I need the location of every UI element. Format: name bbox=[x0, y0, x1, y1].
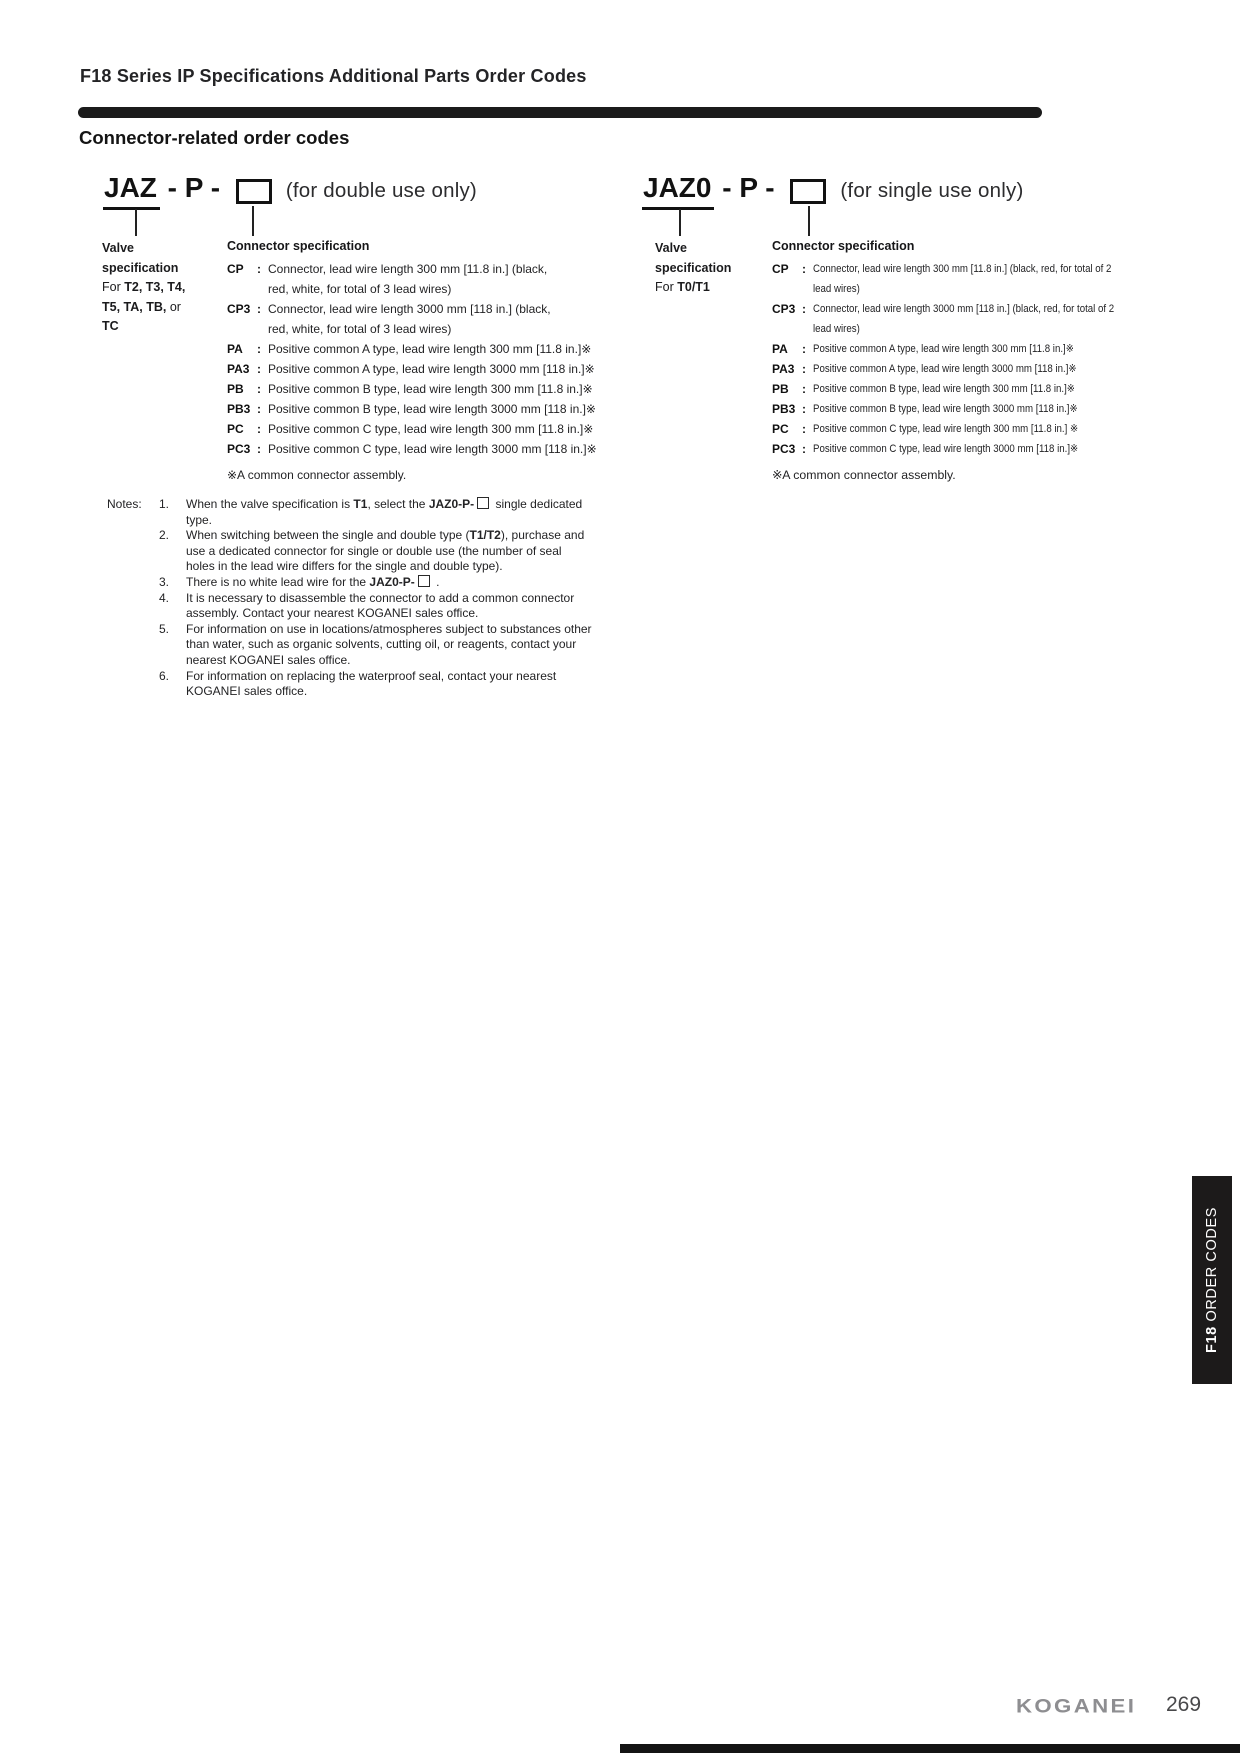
spec-colon: : bbox=[257, 442, 261, 456]
spec-item bbox=[772, 359, 1155, 379]
side-tab-label-rest: ORDER CODES bbox=[1204, 1207, 1220, 1327]
spec-item bbox=[772, 439, 1155, 459]
spec-colon: : bbox=[257, 382, 261, 396]
order-code-prefix: JAZ bbox=[103, 170, 160, 210]
side-tab-label bbox=[1204, 1207, 1220, 1353]
note-text: When switching between the single and double type (T1/T2), purchase and use a dedicated connector for single or double use (the number of seal holes in the lead wire differs for the single and double type). bbox=[186, 528, 585, 574]
note-item bbox=[159, 622, 599, 669]
spec-colon: : bbox=[802, 342, 806, 356]
order-code-usage-note: (for single use only) bbox=[840, 179, 1024, 202]
note-text: For information on replacing the waterproof seal, contact your nearest KOGANEI sales office. bbox=[186, 668, 557, 699]
spec-colon: : bbox=[802, 422, 806, 436]
spec-code: CP3 bbox=[772, 302, 796, 316]
connector-spec-list bbox=[227, 259, 597, 485]
spec-desc: Positive common A type, lead wire length 300 mm [11.8 in.]※ bbox=[813, 343, 1074, 355]
note-number: 4. bbox=[159, 590, 170, 605]
note-text: There is no white lead wire for the JAZ0-P- . bbox=[186, 574, 440, 589]
order-code-separator: - P - bbox=[714, 172, 783, 203]
spec-code: PA bbox=[772, 342, 788, 356]
note-item bbox=[159, 528, 599, 575]
spec-item bbox=[227, 439, 597, 459]
valve-spec-for: For T0/T1 bbox=[655, 280, 710, 294]
note-number: 2. bbox=[159, 528, 170, 543]
connector-spec-heading: Connector specification bbox=[227, 239, 370, 253]
spec-item bbox=[772, 339, 1155, 359]
valve-spec-heading-line2: specification bbox=[102, 260, 179, 275]
spec-colon: : bbox=[257, 262, 261, 276]
spec-desc: Positive common B type, lead wire length 3000 mm [118 in.]※ bbox=[268, 402, 596, 416]
note-text: For information on use in locations/atmospheres subject to substances other than water, such as organic solvents, cutting oil, or reagents, contact your nearest KOGANEI sales office. bbox=[186, 621, 592, 667]
spec-item bbox=[772, 379, 1155, 399]
spec-code: PA bbox=[227, 342, 243, 356]
notes-label: Notes: bbox=[107, 497, 142, 511]
spec-code: PC bbox=[227, 422, 244, 436]
koganei-logo: KOGANEI bbox=[1016, 1695, 1137, 1718]
order-code-jaz bbox=[103, 170, 477, 210]
spec-item bbox=[227, 259, 597, 299]
spec-code: PB bbox=[772, 382, 789, 396]
side-tab-f18-order-codes bbox=[1192, 1176, 1232, 1384]
spec-colon: : bbox=[802, 442, 806, 456]
note-item bbox=[159, 575, 599, 591]
spec-colon: : bbox=[802, 402, 806, 416]
valve-spec-label bbox=[102, 239, 227, 337]
connector-line bbox=[679, 209, 681, 236]
spec-code: PC3 bbox=[227, 442, 251, 456]
order-code-separator: - P - bbox=[159, 172, 228, 203]
spec-items bbox=[227, 259, 597, 459]
spec-desc: Positive common C type, lead wire length 3000 mm [118 in.]※ bbox=[813, 443, 1079, 455]
spec-desc: Connector, lead wire length 300 mm [11.8 in.] (black, red, for total of 2 lead wires) bbox=[813, 263, 1112, 295]
title-rule-bar bbox=[78, 107, 1042, 118]
side-tab-label-bold: F18 bbox=[1204, 1326, 1220, 1353]
section-heading: Connector-related order codes bbox=[79, 127, 350, 148]
connector-line bbox=[808, 206, 810, 236]
spec-colon: : bbox=[802, 302, 806, 316]
order-code-box bbox=[236, 179, 272, 204]
spec-desc: Connector, lead wire length 3000 mm [118 in.] (black, red, for total of 2 lead wires) bbox=[813, 303, 1115, 335]
spec-code: PB3 bbox=[227, 402, 251, 416]
spec-desc: Positive common A type, lead wire length 3000 mm [118 in.]※ bbox=[268, 362, 595, 376]
order-code-jaz0 bbox=[642, 170, 1024, 210]
spec-desc: Positive common B type, lead wire length 3000 mm [118 in.]※ bbox=[813, 403, 1078, 415]
connector-line bbox=[252, 206, 254, 236]
note-number: 3. bbox=[159, 574, 170, 589]
page-number: 269 bbox=[1166, 1693, 1202, 1716]
spec-item bbox=[772, 259, 1155, 299]
spec-item bbox=[227, 299, 597, 339]
spec-item bbox=[227, 359, 597, 379]
spec-item bbox=[772, 419, 1155, 439]
note-text: It is necessary to disassemble the connector to add a common connector assembly. Contact your nearest KOGANEI sales office. bbox=[186, 590, 575, 621]
spec-code: PB3 bbox=[772, 402, 796, 416]
spec-code: PA3 bbox=[227, 362, 250, 376]
spec-desc: Positive common A type, lead wire length 3000 mm [118 in.]※ bbox=[813, 363, 1077, 375]
spec-footnote: ※A common connector assembly. bbox=[227, 468, 407, 482]
order-code-box bbox=[790, 179, 826, 204]
spec-colon: : bbox=[257, 402, 261, 416]
spec-colon: : bbox=[802, 362, 806, 376]
spec-code: PA3 bbox=[772, 362, 795, 376]
spec-desc: Connector, lead wire length 300 mm [11.8 in.] (black, red, white, for total of 3 lead wires) bbox=[268, 262, 548, 296]
spec-colon: : bbox=[257, 422, 261, 436]
note-item bbox=[159, 669, 599, 700]
notes-list bbox=[159, 497, 599, 700]
order-code-prefix: JAZ0 bbox=[642, 170, 714, 210]
spec-code: PC3 bbox=[772, 442, 796, 456]
spec-code: CP3 bbox=[227, 302, 251, 316]
valve-spec-label bbox=[655, 239, 780, 298]
note-text: When the valve specification is T1, select the JAZ0-P- single dedicated type. bbox=[186, 497, 583, 527]
spec-desc: Positive common B type, lead wire length 300 mm [11.8 in.]※ bbox=[813, 383, 1075, 395]
spec-desc: Connector, lead wire length 3000 mm [118 in.] (black, red, white, for total of 3 lead wires) bbox=[268, 302, 551, 336]
spec-item bbox=[227, 379, 597, 399]
spec-colon: : bbox=[802, 382, 806, 396]
note-item bbox=[159, 497, 599, 528]
note-number: 5. bbox=[159, 621, 170, 636]
valve-spec-heading-line2: specification bbox=[655, 260, 732, 275]
spec-code: PB bbox=[227, 382, 244, 396]
connector-spec-list bbox=[772, 259, 1155, 485]
spec-colon: : bbox=[257, 302, 261, 316]
spec-item bbox=[227, 419, 597, 439]
note-item bbox=[159, 591, 599, 622]
spec-item bbox=[772, 299, 1155, 339]
spec-desc: Positive common C type, lead wire length 300 mm [11.8 in.] ※ bbox=[813, 423, 1079, 435]
spec-desc: Positive common B type, lead wire length 300 mm [11.8 in.]※ bbox=[268, 382, 593, 396]
spec-desc: Positive common C type, lead wire length 300 mm [11.8 in.]※ bbox=[268, 422, 594, 436]
spec-footnote: ※A common connector assembly. bbox=[772, 468, 956, 482]
spec-code: CP bbox=[772, 262, 789, 276]
spec-colon: : bbox=[257, 342, 261, 356]
spec-colon: : bbox=[802, 262, 806, 276]
notes-section bbox=[107, 497, 599, 700]
spec-item bbox=[227, 399, 597, 419]
spec-desc: Positive common A type, lead wire length 300 mm [11.8 in.]※ bbox=[268, 342, 592, 356]
spec-code: PC bbox=[772, 422, 789, 436]
spec-items bbox=[772, 259, 1155, 459]
valve-spec-heading-line1: Valve bbox=[102, 241, 134, 255]
spec-code: CP bbox=[227, 262, 244, 276]
spec-item bbox=[227, 339, 597, 359]
spec-colon: : bbox=[257, 362, 261, 376]
valve-spec-heading-line1: Valve bbox=[655, 241, 687, 255]
connector-spec-heading: Connector specification bbox=[772, 239, 915, 253]
connector-line bbox=[135, 209, 137, 236]
spec-item bbox=[772, 399, 1155, 419]
bottom-edge-bar bbox=[620, 1744, 1240, 1753]
note-number: 6. bbox=[159, 668, 170, 683]
valve-spec-for: For T2, T3, T4, T5, TA, TB, or TC bbox=[102, 280, 186, 333]
order-code-usage-note: (for double use only) bbox=[285, 179, 477, 202]
spec-desc: Positive common C type, lead wire length 3000 mm [118 in.]※ bbox=[268, 442, 597, 456]
document-title: F18 Series IP Specifications Additional Parts Order Codes bbox=[80, 66, 587, 86]
note-number: 1. bbox=[159, 497, 170, 511]
